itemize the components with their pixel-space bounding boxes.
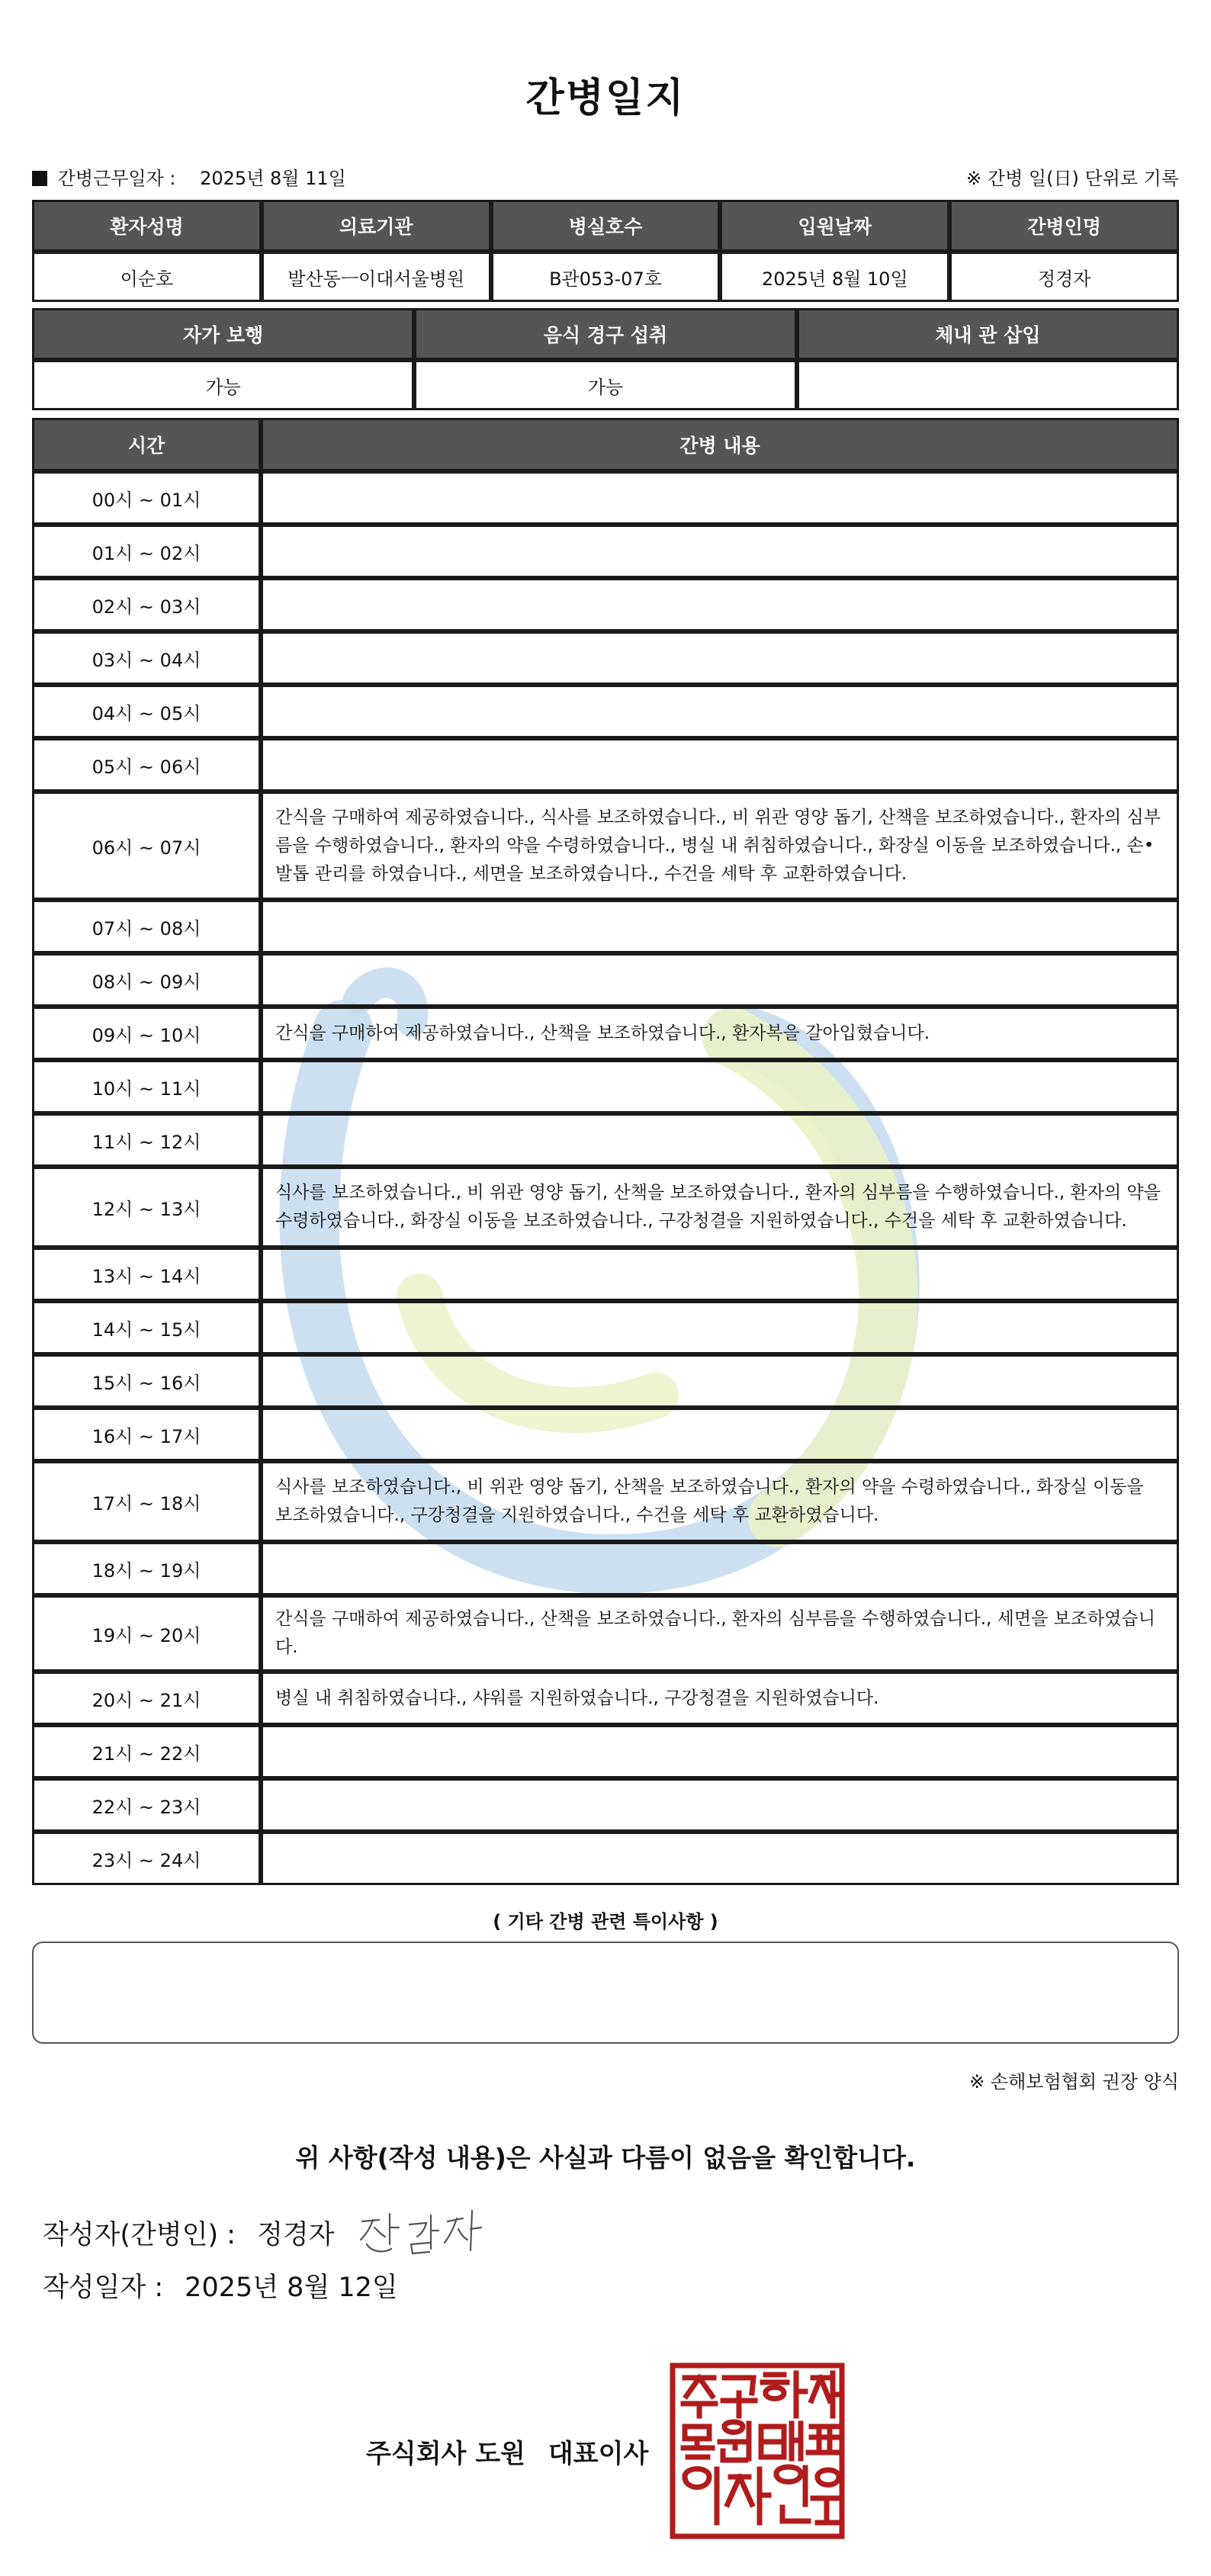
log-content xyxy=(261,1060,1179,1113)
header-patient-name: 환자성명 xyxy=(32,200,262,252)
header-oral-intake: 음식 경구 섭취 xyxy=(414,308,796,360)
log-time: 20시 ~ 21시 xyxy=(32,1672,261,1725)
log-content xyxy=(261,685,1179,738)
writer-name: 정경자 xyxy=(257,2220,335,2250)
log-row xyxy=(32,900,1179,953)
log-content xyxy=(261,900,1179,953)
log-row xyxy=(32,953,1179,1007)
log-time: 21시 ~ 22시 xyxy=(32,1725,261,1778)
write-date-value: 2025년 8월 12일 xyxy=(185,2272,398,2303)
company-seal-stamp xyxy=(670,2362,845,2539)
log-row xyxy=(32,1167,1179,1248)
log-row xyxy=(32,685,1179,738)
company-representative: 대표이사 xyxy=(548,2439,649,2469)
log-time: 01시 ~ 02시 xyxy=(32,525,261,578)
log-time: 14시 ~ 15시 xyxy=(32,1301,261,1354)
log-row xyxy=(32,1725,1179,1778)
log-row xyxy=(32,1301,1179,1354)
log-row xyxy=(32,1542,1179,1595)
log-row xyxy=(32,631,1179,685)
header-self-walking: 자가 보행 xyxy=(32,308,414,360)
work-date xyxy=(32,163,346,190)
log-row xyxy=(32,1060,1179,1113)
work-date-value: 2025년 8월 11일 xyxy=(200,167,346,189)
log-time: 08시 ~ 09시 xyxy=(32,953,261,1007)
log-row xyxy=(32,1007,1179,1060)
log-time: 00시 ~ 01시 xyxy=(32,471,261,525)
square-bullet-icon xyxy=(32,171,47,186)
work-date-label: 간병근무일자 : xyxy=(57,167,176,189)
header-caregiver: 간병인명 xyxy=(949,200,1179,252)
recommendation-note: ※ 손해보험협회 권장 양식 xyxy=(969,2071,1179,2093)
log-time: 11시 ~ 12시 xyxy=(32,1113,261,1167)
log-time: 10시 ~ 11시 xyxy=(32,1060,261,1113)
log-content: 간식을 구매하여 제공하였습니다., 식사를 보조하였습니다., 비 위관 영양 돕기, 산책을 보조하였습니다., 환자의 심부름을 수행하였습니다., 환자의 약을 수령하였습니다., 병실 내 취침하였습니다., 화장실 이동을 보조하였습니다., 손•발톱 관리를 하였습니다., 세면을 보조하였습니다., 수건을 세탁 후 교환하였습니다. xyxy=(261,792,1179,900)
log-row xyxy=(32,1461,1179,1542)
log-content xyxy=(261,1778,1179,1832)
log-row xyxy=(32,1832,1179,1885)
oral-intake: 가능 xyxy=(414,360,796,410)
patient-info-table xyxy=(32,200,1179,302)
log-content xyxy=(261,525,1179,578)
admission-date: 2025년 8월 10일 xyxy=(720,252,949,302)
hospital: 발산동ㅡ이대서울병원 xyxy=(262,252,491,302)
log-content xyxy=(261,738,1179,792)
log-row xyxy=(32,1778,1179,1832)
caregiver-name: 정경자 xyxy=(949,252,1179,302)
header-time: 시간 xyxy=(32,418,261,471)
company-signoff xyxy=(366,2433,648,2470)
log-row xyxy=(32,471,1179,525)
writer-label: 작성자(간병인) : xyxy=(43,2220,236,2250)
log-time: 05시 ~ 06시 xyxy=(32,738,261,792)
log-row xyxy=(32,1672,1179,1725)
write-date-label: 작성일자 : xyxy=(43,2272,164,2303)
log-row xyxy=(32,792,1179,900)
log-time: 22시 ~ 23시 xyxy=(32,1778,261,1832)
log-time: 17시 ~ 18시 xyxy=(32,1461,261,1542)
log-content xyxy=(261,1542,1179,1595)
handwritten-signature xyxy=(356,2206,501,2260)
log-row xyxy=(32,1113,1179,1167)
log-content: 간식을 구매하여 제공하였습니다., 산책을 보조하였습니다., 환자복을 갈아입혔습니다. xyxy=(261,1007,1179,1060)
confirmation-statement: 위 사항(작성 내용)은 사실과 다름이 없음을 확인합니다. xyxy=(295,2143,916,2173)
notes-title: ( 기타 간병 관련 특이사항 ) xyxy=(493,1911,718,1932)
log-row xyxy=(32,1595,1179,1672)
log-content: 식사를 보조하였습니다., 비 위관 영양 돕기, 산책을 보조하였습니다., 환자의 약을 수령하였습니다., 화장실 이동을 보조하였습니다., 구강청결을 지원하였습니다., 수건을 세탁 후 교환하였습니다. xyxy=(261,1461,1179,1542)
log-time: 13시 ~ 14시 xyxy=(32,1248,261,1301)
log-row xyxy=(32,1354,1179,1408)
log-content xyxy=(261,953,1179,1007)
log-time: 23시 ~ 24시 xyxy=(32,1832,261,1885)
log-content xyxy=(261,1248,1179,1301)
header-care-content: 간병 내용 xyxy=(261,418,1179,471)
header-admission-date: 입원날짜 xyxy=(720,200,949,252)
log-time: 02시 ~ 03시 xyxy=(32,578,261,631)
log-time: 19시 ~ 20시 xyxy=(32,1595,261,1672)
header-room: 병실호수 xyxy=(491,200,721,252)
log-time: 07시 ~ 08시 xyxy=(32,900,261,953)
log-time: 18시 ~ 19시 xyxy=(32,1542,261,1595)
log-time: 12시 ~ 13시 xyxy=(32,1167,261,1248)
tube-insertion xyxy=(797,360,1179,410)
log-row xyxy=(32,578,1179,631)
log-content: 간식을 구매하여 제공하였습니다., 산책을 보조하였습니다., 환자의 심부름을 수행하였습니다., 세면을 보조하였습니다. xyxy=(261,1595,1179,1672)
log-content xyxy=(261,1354,1179,1408)
header-tube-insertion: 체내 관 삽입 xyxy=(797,308,1179,360)
log-time: 03시 ~ 04시 xyxy=(32,631,261,685)
log-time: 16시 ~ 17시 xyxy=(32,1408,261,1461)
log-content xyxy=(261,1725,1179,1778)
log-content: 식사를 보조하였습니다., 비 위관 영양 돕기, 산책을 보조하였습니다., 환자의 심부름을 수행하였습니다., 환자의 약을 수령하였습니다., 화장실 이동을 보조하였습니다., 구강청결을 지원하였습니다., 수건을 세탁 후 교환하였습니다. xyxy=(261,1167,1179,1248)
header-hospital: 의료기관 xyxy=(262,200,491,252)
log-time: 04시 ~ 05시 xyxy=(32,685,261,738)
write-date-row xyxy=(43,2259,1179,2312)
log-content xyxy=(261,1408,1179,1461)
log-content xyxy=(261,1301,1179,1354)
company-name: 주식회사 도원 xyxy=(366,2439,525,2469)
log-content xyxy=(261,1113,1179,1167)
log-content xyxy=(261,631,1179,685)
log-content xyxy=(261,578,1179,631)
notes-box xyxy=(32,1942,1179,2044)
writer-row xyxy=(43,2207,1179,2259)
log-time: 06시 ~ 07시 xyxy=(32,792,261,900)
unit-note: ※ 간병 일(日) 단위로 기록 xyxy=(966,167,1179,189)
log-row xyxy=(32,1408,1179,1461)
care-log-table xyxy=(32,418,1179,1885)
page-title: 간병일지 xyxy=(525,75,686,121)
log-time: 09시 ~ 10시 xyxy=(32,1007,261,1060)
log-time: 15시 ~ 16시 xyxy=(32,1354,261,1408)
log-content xyxy=(261,1832,1179,1885)
meta-row xyxy=(32,153,1179,200)
log-row xyxy=(32,738,1179,792)
patient-status-table xyxy=(32,308,1179,410)
log-row xyxy=(32,525,1179,578)
patient-name: 이순호 xyxy=(32,252,262,302)
log-content xyxy=(261,471,1179,525)
log-row xyxy=(32,1248,1179,1301)
room-number: B관053-07호 xyxy=(491,252,721,302)
self-walking: 가능 xyxy=(32,360,414,410)
log-content: 병실 내 취침하였습니다., 샤워를 지원하였습니다., 구강청결을 지원하였습니다. xyxy=(261,1672,1179,1725)
